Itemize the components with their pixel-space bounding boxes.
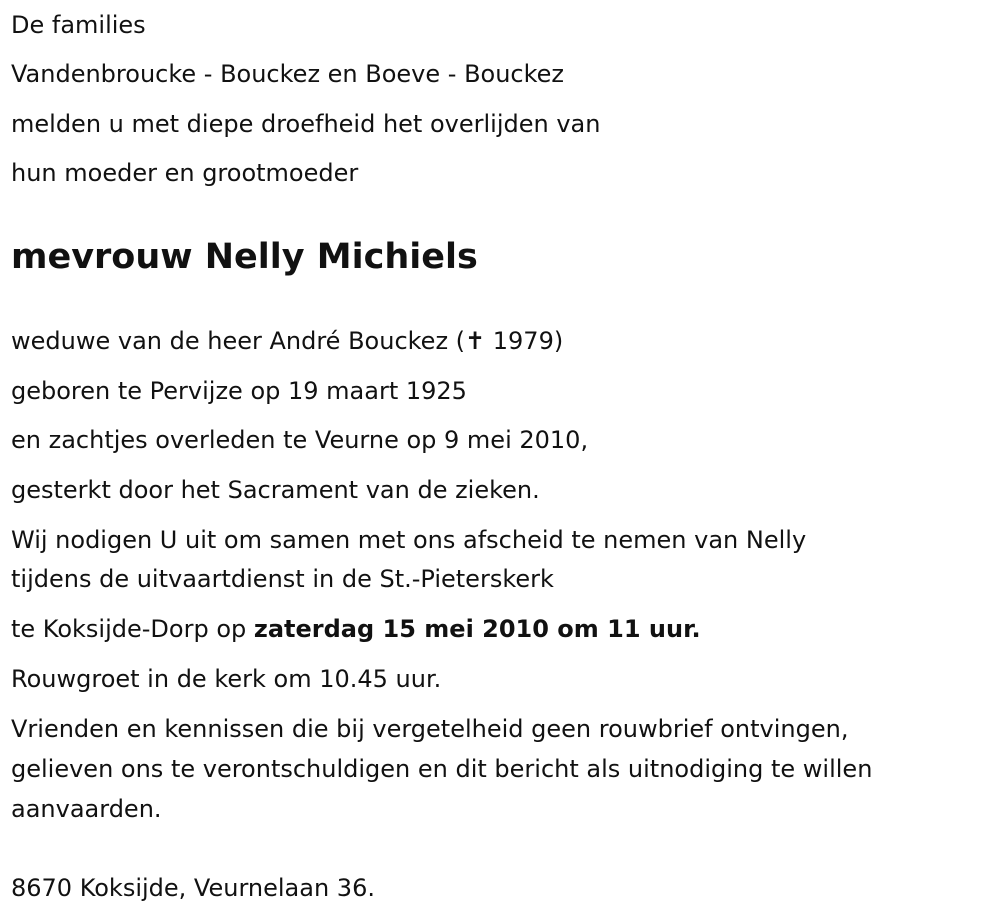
- deceased-name: mevrouw Nelly Michiels: [11, 237, 478, 277]
- detail-sacrament: gesterkt door het Sacrament van de zieken.: [11, 476, 540, 504]
- funeral-date-time: zaterdag 15 mei 2010 om 11 uur.: [253, 615, 701, 643]
- apology-line-2: gelieven ons te verontschuldigen en dit bericht als uitnodiging te willen: [11, 755, 873, 783]
- apology-line-3: aanvaarden.: [11, 795, 162, 823]
- intro-line-families: De families: [11, 11, 146, 39]
- detail-widow: weduwe van de heer André Bouckez (✝ 1979): [11, 327, 564, 355]
- apology-line-1: Vrienden en kennissen die bij vergetelheid geen rouwbrief ontvingen,: [11, 715, 849, 743]
- invitation-line-3: [11, 614, 701, 644]
- invitation-line-2: tijdens de uitvaartdienst in de St.-Pieterskerk: [11, 565, 554, 593]
- address: 8670 Koksijde, Veurnelaan 36.: [11, 874, 375, 902]
- condolence-time: Rouwgroet in de kerk om 10.45 uur.: [11, 665, 442, 693]
- intro-line-family-names: Vandenbroucke - Bouckez en Boeve - Bouckez: [11, 60, 565, 88]
- invitation-line-1: Wij nodigen U uit om samen met ons afscheid te nemen van Nelly: [11, 526, 807, 554]
- detail-born: geboren te Pervijze op 19 maart 1925: [11, 377, 467, 405]
- detail-died: en zachtjes overleden te Veurne op 9 mei 2010,: [11, 426, 589, 454]
- intro-line-announcement: melden u met diepe droefheid het overlijden van: [11, 110, 601, 138]
- invitation-place: te Koksijde-Dorp op: [11, 615, 254, 643]
- intro-line-relation: hun moeder en grootmoeder: [11, 159, 359, 187]
